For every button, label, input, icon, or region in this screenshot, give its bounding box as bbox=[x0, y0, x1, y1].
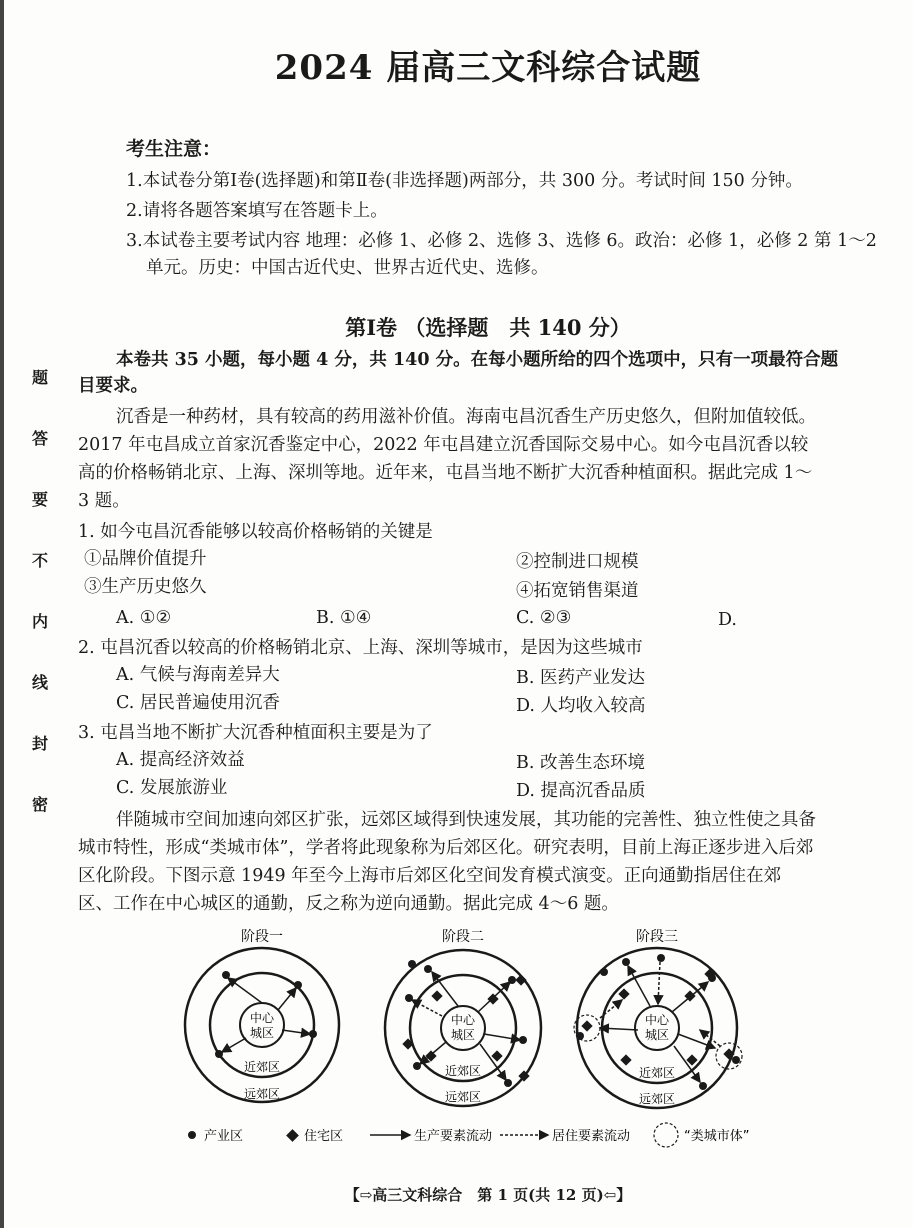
residential-diamond bbox=[491, 1050, 502, 1061]
passage-line: 沉香是一种药材，具有较高的药用滋补价值。海南屯昌沉香生产历史悠久，但附加值较低。 bbox=[116, 407, 816, 427]
option-a: A. ①② bbox=[116, 608, 172, 628]
statement: ④拓宽销售渠道 bbox=[516, 581, 639, 601]
section-intro: 本卷共 35 小题，每小题 4 分，共 140 分。在每小题所给的四个选项中，只有一项最符合题 bbox=[116, 350, 839, 370]
passage-line: 城市特性，形成“类城市体”，学者将此现象称为后郊区化。研究表明，目前上海正逐步进入后郊 bbox=[78, 838, 814, 858]
section-intro: 目要求。 bbox=[78, 376, 148, 396]
question-3-stem: 3. 屯昌当地不断扩大沉香种植面积主要是为了 bbox=[78, 723, 433, 743]
option-b: B. 医药产业发达 bbox=[516, 668, 645, 688]
option-b: B. 改善生态环境 bbox=[516, 753, 645, 773]
industry-dot bbox=[309, 1030, 317, 1038]
center-label: 中心 bbox=[249, 1011, 275, 1025]
residential-diamond bbox=[686, 1054, 697, 1065]
legend-industry: 产业区 bbox=[204, 1129, 244, 1144]
center-label: 城区 bbox=[644, 1028, 670, 1042]
figure-legend bbox=[188, 1123, 749, 1147]
notice-heading: 考生注意： bbox=[126, 138, 222, 160]
option-d: D. 提高沉香品质 bbox=[516, 781, 646, 801]
industry-dot bbox=[519, 1036, 527, 1044]
passage-line: 高的价格畅销北京、上海、深圳等地。近年来，屯昌当地不断扩大沉香种植面积。据此完成 1～ bbox=[78, 463, 813, 483]
passage-line: 2017 年屯昌成立首家沉香鉴定中心，2022 年屯昌建立沉香国际交易中心。如今屯昌沉香以较 bbox=[78, 435, 809, 455]
option-c: C. 居民普遍使用沉香 bbox=[116, 693, 280, 713]
statement: ③生产历史悠久 bbox=[84, 577, 207, 597]
legend-residence-flow: 居住要素流动 bbox=[552, 1129, 631, 1144]
industry-dot bbox=[424, 965, 432, 973]
option-c: C. 发展旅游业 bbox=[116, 778, 228, 798]
residential-diamond bbox=[620, 1054, 631, 1065]
near-suburb-label: 近郊区 bbox=[638, 1066, 676, 1080]
notice-item: 1.本试卷分第Ⅰ卷(选择题)和第Ⅱ卷(非选择题)两部分，共 300 分。考试时间 150 分钟。 bbox=[126, 171, 803, 191]
legend-residential: 住宅区 bbox=[304, 1129, 344, 1144]
residential-diamond bbox=[515, 974, 526, 985]
far-suburb-label: 远郊区 bbox=[638, 1092, 676, 1106]
residential-diamond bbox=[581, 1020, 592, 1031]
option-d: D. 人均收入较高 bbox=[516, 696, 646, 716]
industry-dot bbox=[708, 974, 716, 982]
residential-legend-diamond bbox=[286, 1129, 299, 1142]
industry-dot bbox=[732, 1056, 740, 1064]
notice-item: 3.本试卷主要考试内容 地理：必修 1、必修 2、选修 3、选修 6。政治：必修 1，必修 2 第 1～2 bbox=[126, 231, 877, 251]
industry-dot bbox=[408, 960, 416, 968]
notice-item: 单元。历史：中国古近代史、世界古近代史、选修。 bbox=[146, 258, 549, 278]
industry-legend-dot bbox=[188, 1131, 196, 1139]
seal-char: 封 bbox=[31, 734, 48, 753]
page-footer: 【⇨高三文科综合 第 1 页(共 12 页)⇦】 bbox=[344, 1186, 632, 1204]
question-2-stem: 2. 屯昌沉香以较高的价格畅销北京、上海、深圳等城市，是因为这些城市 bbox=[78, 638, 643, 658]
stage-1-diagram bbox=[185, 929, 339, 1102]
passage-line: 伴随城市空间加速向郊区扩张，远郊区域得到快速发展，其功能的完善性、独立性使之具备 bbox=[116, 810, 816, 830]
residential-diamond bbox=[618, 988, 629, 999]
near-suburb-label: 近郊区 bbox=[444, 1064, 482, 1078]
seal-char: 要 bbox=[31, 490, 48, 509]
center-ring bbox=[240, 1003, 284, 1047]
section-title: 第Ⅰ卷 （选择题 共 140 分） bbox=[345, 315, 631, 340]
stage-2-diagram bbox=[385, 929, 541, 1106]
industry-dot bbox=[657, 954, 665, 962]
legend-production-flow: 生产要素流动 bbox=[414, 1129, 493, 1144]
option-a: A. 提高经济效益 bbox=[116, 750, 245, 770]
notice-item: 2.请将各题答案填写在答题卡上。 bbox=[126, 201, 388, 221]
far-suburb-label: 远郊区 bbox=[444, 1090, 482, 1104]
industry-dot bbox=[405, 994, 413, 1002]
passage-line: 3 题。 bbox=[78, 491, 130, 511]
option-d: D. bbox=[718, 610, 737, 630]
center-label: 中心 bbox=[450, 1013, 476, 1027]
industry-dot bbox=[215, 1050, 223, 1058]
stage-label: 阶段二 bbox=[442, 929, 484, 945]
center-label: 中心 bbox=[644, 1013, 670, 1027]
seal-char: 答 bbox=[31, 429, 48, 448]
legend-city-body: “类城市体” bbox=[684, 1129, 750, 1144]
industry-dot bbox=[622, 958, 630, 966]
seal-char: 线 bbox=[31, 673, 48, 692]
industry-dot bbox=[413, 1062, 421, 1070]
center-label: 城区 bbox=[450, 1028, 476, 1042]
industry-dot bbox=[699, 1082, 707, 1090]
passage-line: 区化阶段。下图示意 1949 年至今上海市后郊区化空间发育模式演变。正向通勤指居住在郊 bbox=[78, 866, 782, 886]
seal-char: 内 bbox=[31, 612, 48, 631]
page-title: 2024 届高三文科综合试题 bbox=[274, 48, 702, 88]
statement: ①品牌价值提升 bbox=[84, 549, 207, 569]
industry-dot bbox=[508, 976, 516, 984]
near-suburb-label: 近郊区 bbox=[243, 1060, 281, 1074]
industry-dot bbox=[600, 968, 608, 976]
question-1-stem: 1. 如今屯昌沉香能够以较高价格畅销的关键是 bbox=[78, 522, 433, 542]
seal-char: 不 bbox=[31, 551, 48, 570]
seal-char: 题 bbox=[31, 368, 48, 387]
seal-char: 密 bbox=[31, 795, 48, 814]
center-label: 城区 bbox=[249, 1026, 275, 1040]
option-c: C. ②③ bbox=[516, 608, 572, 628]
residential-diamond bbox=[431, 990, 442, 1001]
far-suburb-ring bbox=[185, 948, 339, 1102]
far-suburb-label: 远郊区 bbox=[243, 1087, 281, 1101]
stage-label: 阶段一 bbox=[241, 929, 283, 945]
industry-dot bbox=[294, 981, 302, 989]
option-b: B. ①④ bbox=[316, 608, 372, 628]
option-a: A. 气候与海南差异大 bbox=[116, 665, 280, 685]
industry-dot bbox=[576, 1032, 584, 1040]
stage-3-diagram bbox=[574, 929, 742, 1108]
industry-dot bbox=[504, 1079, 512, 1087]
passage-line: 区、工作在中心城区的通勤，反之称为逆向通勤。据此完成 4～6 题。 bbox=[78, 894, 619, 914]
city-body-legend-circle bbox=[654, 1123, 678, 1147]
stage-label: 阶段三 bbox=[636, 929, 678, 945]
industry-dot bbox=[222, 971, 230, 979]
statement: ②控制进口规模 bbox=[516, 552, 639, 572]
